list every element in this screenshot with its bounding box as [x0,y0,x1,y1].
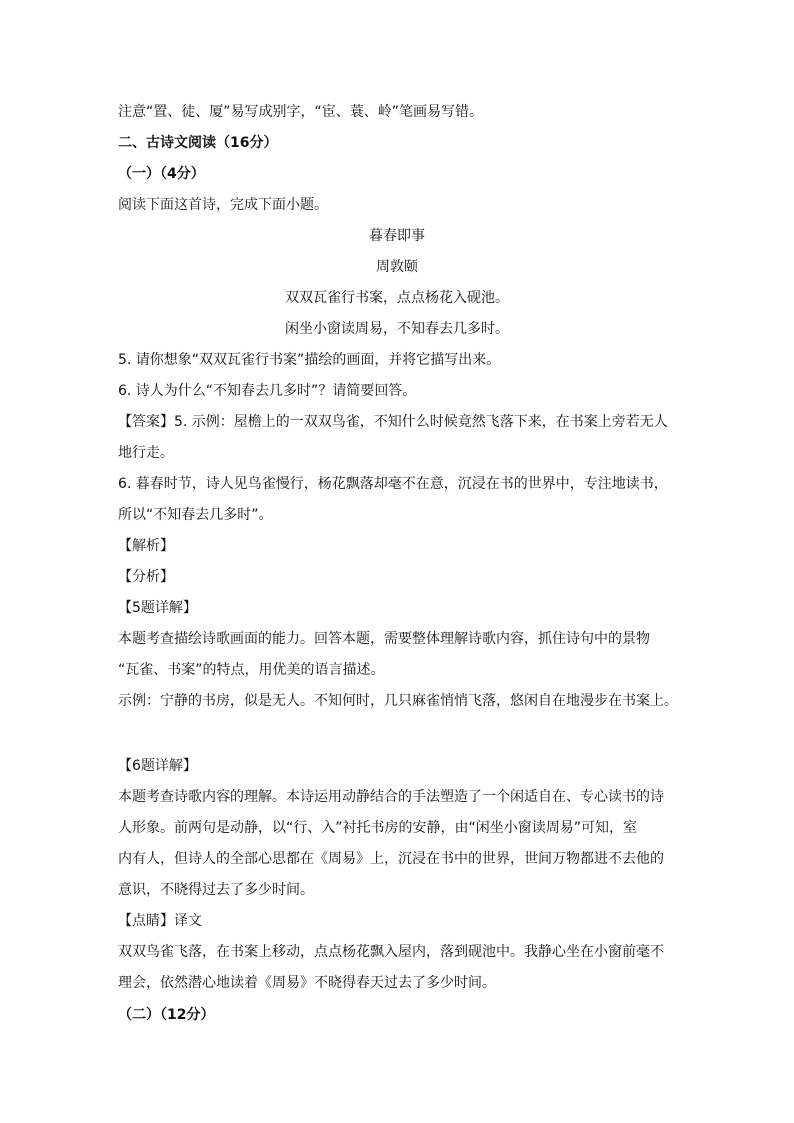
analysis-sub-label: 【分析】 [118,569,174,585]
q6-detail-heading: 【6题详解】 [118,758,197,774]
translation-line-1: 双双鸟雀飞落，在书案上移动，点点杨花飘入屋内，落到砚池中。我静心坐在小窗前毫不 [118,944,664,960]
poem-line-1: 双双瓦雀行书案，点点杨花入砚池。 [285,290,509,306]
poem-title: 暮春即事 [369,228,425,244]
question-5: 5. 请你想象“双双瓦雀行书案”描绘的画面，并将它描写出来。 [118,352,501,368]
q5-detail-heading: 【5题详解】 [118,600,197,616]
answer-line-2: 地行走。 [118,445,174,461]
subsection-one-heading: （一）（4分） [118,166,205,182]
question-6: 6. 诗人为什么“不知春去几多时”？请简要回答。 [118,383,417,399]
translation-line-2: 理会，依然潜心地读着《周易》不晓得春天过去了多少时间。 [118,975,496,991]
answer-6-line-1: 6. 暮春时节，诗人见鸟雀慢行，杨花飘落却毫不在意，沉浸在书的世界中，专注地读书， [118,476,668,492]
poem-line-2: 闲坐小窗读周易，不知春去几多时。 [285,321,509,337]
q6-detail-line-4: 意识，不晓得过去了多少时间。 [118,882,314,898]
q5-detail-line-1: 本题考查描绘诗歌画面的能力。回答本题，需要整体理解诗歌内容，抓住诗句中的景物 [118,631,650,647]
q6-detail-line-3: 内有人，但诗人的全部心思都在《周易》上，沉浸在书中的世界，世间万物都进不去他的 [118,851,664,867]
q6-detail-line-2: 人形象。前两句是动静，以“行、入”衬托书房的安静，由“闲坐小窗读周易”可知，室 [118,820,638,836]
answer-line-1: 【答案】5. 示例：屋檐上的一双双鸟雀，不知什么时候竟然飞落下来，在书案上旁若无人 [118,414,668,430]
analysis-label: 【解析】 [118,538,174,554]
q5-example: 示例：宁静的书房，似是无人。不知何时，几只麻雀悄悄飞落，悠闲自在地漫步在书案上。 [118,693,678,709]
q5-detail-line-2: “瓦雀、书案”的特点，用优美的语言描述。 [118,662,385,678]
answer-6-line-2: 所以“不知春去几多时”。 [118,507,273,523]
section-two-heading: 二、古诗文阅读（16分） [118,135,278,151]
dianjing-heading: 【点睛】译文 [118,913,202,929]
subsection-two-heading: （二）（12分） [118,1007,215,1023]
instruction-text: 阅读下面这首诗，完成下面小题。 [118,197,328,213]
q6-detail-line-1: 本题考查诗歌内容的理解。本诗运用动静结合的手法塑造了一个闲适自在、专心读书的诗 [118,789,664,805]
poem-author: 周敦颐 [376,259,418,275]
note-line: 注意“置、徒、厦”易写成别字，“宦、蓑、岭”笔画易写错。 [118,104,484,120]
